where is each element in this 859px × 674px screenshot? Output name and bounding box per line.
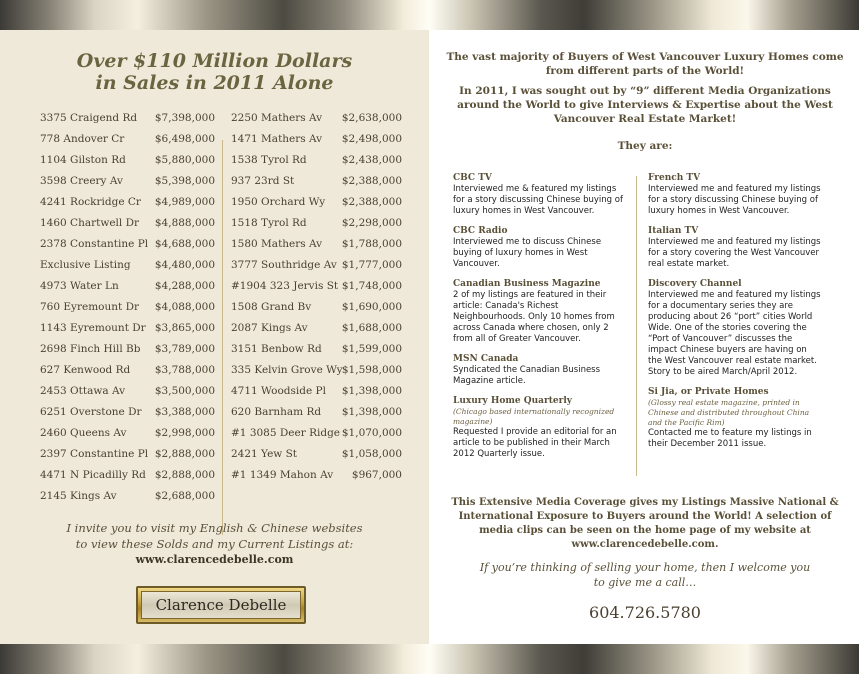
media-entry — [453, 278, 628, 345]
media-entry — [648, 172, 823, 217]
sale-address: 2397 Constantine Pl — [40, 448, 149, 460]
sale-price: $2,888,000 — [154, 448, 215, 460]
sale-price: $2,688,000 — [154, 490, 215, 502]
media-outlet-description: Interviewed me and featured my listings for a story covering the West Vancouver real estate market. — [648, 237, 821, 269]
sale-price: $3,865,000 — [154, 322, 215, 334]
sale-price: $1,058,000 — [341, 448, 402, 460]
sale-address: 760 Eyremount Dr — [40, 301, 140, 313]
media-outlet-description: Interviewed me and featured my listings for a story discussing Chinese buying of luxury homes in West Vancouver. — [648, 184, 821, 216]
sale-row — [40, 255, 215, 276]
sale-price: $4,088,000 — [154, 301, 215, 313]
sale-row — [231, 297, 402, 318]
media-outlet-note: (Glossy real estate magazine, printed in Chinese and distributed throughout China and the Pacific Rim) — [648, 398, 810, 427]
sale-address: 1950 Orchard Wy — [231, 196, 326, 208]
sales-panel — [0, 30, 429, 644]
sale-row — [40, 150, 215, 171]
media-list-column-2 — [648, 172, 823, 458]
sale-price: $4,888,000 — [154, 217, 215, 229]
media-outlet-description: Interviewed me to discuss Chinese buying of luxury homes in West Vancouver. — [453, 237, 602, 269]
sale-price: $2,998,000 — [154, 427, 215, 439]
sale-row — [231, 234, 402, 255]
sale-price: $1,688,000 — [341, 322, 402, 334]
sale-address: 1471 Mathers Av — [231, 133, 323, 145]
sale-price: $4,688,000 — [154, 238, 215, 250]
media-outlet-description: Contacted me to feature my listings in their December 2011 issue. — [648, 428, 812, 449]
media-outlet-note: (Chicago based internationally recognized magazine) — [453, 407, 615, 426]
call-to-action — [445, 560, 845, 590]
media-outlet-name: Canadian Business Magazine — [453, 279, 601, 289]
website-invite — [0, 520, 429, 568]
sale-row — [40, 192, 215, 213]
sale-row — [231, 360, 402, 381]
sale-row — [40, 129, 215, 150]
sale-address: 1518 Tyrol Rd — [231, 217, 307, 229]
media-entry — [648, 225, 823, 270]
media-outlet-description: 2 of my listings are featured in their article: Canada's Richest Neighbourhoods. Only 10 homes from across Canada where chosen, only 2 from all of Greater Vancouver. — [453, 290, 615, 344]
media-outlet-description: Syndicated the Canadian Business Magazine article. — [453, 365, 601, 386]
sale-address: #1 1349 Mahon Av — [231, 469, 334, 481]
sale-price: $1,690,000 — [341, 301, 402, 313]
intro-paragraph-2: In 2011, I was sought out by “9” different Media Organizations around the World to give Interviews & Expertise about the West Vancouver Real Estate Market! — [457, 85, 833, 125]
sale-row — [40, 444, 215, 465]
sale-row — [40, 108, 215, 129]
sale-row — [231, 381, 402, 402]
sale-row — [231, 339, 402, 360]
sale-price: $1,070,000 — [341, 427, 402, 439]
media-entry — [453, 395, 628, 460]
media-entry — [648, 278, 823, 378]
sale-address: 6251 Overstone Dr — [40, 406, 142, 418]
invite-line-2: to view these Solds and my Current Listings at: — [75, 537, 354, 551]
sale-address: 1460 Chartwell Dr — [40, 217, 140, 229]
sale-address: 620 Barnham Rd — [231, 406, 322, 418]
media-intro — [445, 50, 845, 132]
media-outlet-name: Italian TV — [648, 226, 699, 236]
sale-price: $1,788,000 — [341, 238, 402, 250]
sale-address: 627 Kenwood Rd — [40, 364, 131, 376]
sale-address: 2250 Mathers Av — [231, 112, 323, 124]
sale-price: $5,880,000 — [154, 154, 215, 166]
sale-address: 3151 Benbow Rd — [231, 343, 322, 355]
sale-address: 335 Kelvin Grove Wy — [231, 364, 343, 376]
sale-row — [231, 423, 402, 444]
call-line-2: to give me a call… — [593, 576, 697, 589]
call-line-1: If you’re thinking of selling your home, then I welcome you — [479, 561, 811, 574]
sale-price: $2,438,000 — [341, 154, 402, 166]
media-panel — [429, 30, 859, 644]
clarence-debelle-logo — [136, 586, 306, 624]
sale-row — [40, 360, 215, 381]
sale-address: 2421 Yew St — [231, 448, 298, 460]
media-outlet-name: MSN Canada — [453, 354, 519, 364]
sale-price: $7,398,000 — [154, 112, 215, 124]
sale-row — [231, 213, 402, 234]
sale-address: 4471 N Picadilly Rd — [40, 469, 146, 481]
intro-paragraph-1: The vast majority of Buyers of West Vancouver Luxury Homes come from different parts of the World! — [446, 51, 844, 77]
sale-row — [231, 276, 402, 297]
sale-address: #1904 323 Jervis St — [231, 280, 339, 292]
sale-price: $2,388,000 — [341, 175, 402, 187]
sale-address: 3375 Craigend Rd — [40, 112, 138, 124]
phone-number[interactable]: 604.726.5780 — [589, 603, 701, 622]
media-outlet-description: Interviewed me and featured my listings for a documentary series they are producing about 26 “port” cities World Wide. One of the stories covering the “Port of Vancouver” discusses the impact Chinese buyers are having on the West Vancouver real estate market. Story to be aired March/April 2012. — [648, 290, 821, 377]
sale-price: $4,989,000 — [154, 196, 215, 208]
sale-row — [40, 402, 215, 423]
sale-row — [231, 402, 402, 423]
sale-address: 4711 Woodside Pl — [231, 385, 326, 397]
media-outlet-name: French TV — [648, 173, 701, 183]
sale-price: $4,480,000 — [154, 259, 215, 271]
sale-address: 1104 Gilston Rd — [40, 154, 126, 166]
headline-line-2: in Sales in 2011 Alone — [95, 72, 334, 94]
media-outlet-name: CBC TV — [453, 173, 492, 183]
media-list-column-1 — [453, 172, 628, 468]
sale-row — [231, 444, 402, 465]
sale-price: $1,748,000 — [341, 280, 402, 292]
sale-row — [40, 339, 215, 360]
website-link[interactable]: www.clarencedebelle.com — [135, 553, 294, 566]
sale-row — [231, 192, 402, 213]
media-outlet-description: Requested I provide an editorial for an article to be published in their March 2012 Quarterly issue. — [453, 427, 617, 459]
sale-address: 2145 Kings Av — [40, 490, 117, 502]
sale-row — [40, 465, 215, 486]
sale-address: 3777 Southridge Av — [231, 259, 337, 271]
sale-address: 4241 Rockridge Cr — [40, 196, 141, 208]
sale-row — [231, 150, 402, 171]
sales-list-column-2 — [231, 108, 402, 486]
sale-address: 937 23rd St — [231, 175, 295, 187]
sale-price: $3,788,000 — [154, 364, 215, 376]
sale-price: $1,398,000 — [341, 406, 402, 418]
sale-price: $967,000 — [351, 469, 402, 481]
media-column-divider — [636, 176, 637, 476]
sale-row — [231, 255, 402, 276]
headline-line-1: Over $110 Million Dollars — [76, 50, 353, 72]
logo-text: Clarence Debelle — [141, 591, 301, 619]
media-outlet-name: CBC Radio — [453, 226, 508, 236]
sale-price: $1,599,000 — [341, 343, 402, 355]
sales-list-column-1 — [40, 108, 215, 507]
sale-row — [40, 213, 215, 234]
sale-row — [40, 423, 215, 444]
top-gold-band — [0, 0, 859, 30]
sale-address: 4973 Water Ln — [40, 280, 119, 292]
media-outlet-name: Luxury Home Quarterly — [453, 396, 573, 406]
sale-row — [231, 108, 402, 129]
coverage-statement: This Extensive Media Coverage gives my Listings Massive National & International Exposure to Buyers around the World! A selection of media clips can be seen on the home page of my website at www.clarencedebelle.com. — [451, 497, 839, 550]
sale-address: 1580 Mathers Av — [231, 238, 323, 250]
sale-address: 2698 Finch Hill Bb — [40, 343, 141, 355]
sale-address: 2378 Constantine Pl — [40, 238, 149, 250]
sale-address: 1143 Eyremount Dr — [40, 322, 146, 334]
sale-address: 1508 Grand Bv — [231, 301, 312, 313]
sale-price: $2,298,000 — [341, 217, 402, 229]
media-entry — [453, 353, 628, 387]
sale-price: $3,388,000 — [154, 406, 215, 418]
sale-price: $2,638,000 — [341, 112, 402, 124]
sale-address: 778 Andover Cr — [40, 133, 125, 145]
media-entry — [453, 172, 628, 217]
sale-address: 2460 Queens Av — [40, 427, 127, 439]
sale-price: $2,388,000 — [341, 196, 402, 208]
media-outlet-name: Si Jia, or Private Homes — [648, 387, 769, 397]
sale-row — [40, 318, 215, 339]
sale-row — [231, 465, 402, 486]
sales-headline — [0, 50, 429, 94]
they-are-heading: They are: — [617, 140, 673, 152]
sale-address: 2087 Kings Av — [231, 322, 308, 334]
sale-address: 3598 Creery Av — [40, 175, 123, 187]
bottom-gold-band — [0, 644, 859, 674]
sale-price: $1,777,000 — [341, 259, 402, 271]
sale-row — [231, 129, 402, 150]
media-outlet-name: Discovery Channel — [648, 279, 742, 289]
sale-address: Exclusive Listing — [40, 259, 131, 271]
sale-price: $2,888,000 — [154, 469, 215, 481]
sale-price: $5,398,000 — [154, 175, 215, 187]
media-entry — [648, 386, 823, 450]
sale-price: $3,789,000 — [154, 343, 215, 355]
sale-price: $2,498,000 — [341, 133, 402, 145]
sale-address: #1 3085 Deer Ridge — [231, 427, 340, 439]
sale-row — [40, 234, 215, 255]
sale-price: $1,398,000 — [341, 385, 402, 397]
sale-row — [40, 297, 215, 318]
sale-row — [40, 486, 215, 507]
sale-price: $3,500,000 — [154, 385, 215, 397]
sale-row — [40, 171, 215, 192]
sales-column-divider — [222, 140, 223, 535]
invite-line-1: I invite you to visit my English & Chinese websites — [66, 521, 363, 535]
media-entry — [453, 225, 628, 270]
sale-price: $6,498,000 — [154, 133, 215, 145]
sale-row — [40, 276, 215, 297]
media-outlet-description: Interviewed me & featured my listings for a story discussing Chinese buying of luxury homes in West Vancouver. — [453, 184, 623, 216]
sale-row — [231, 171, 402, 192]
sale-price: $4,288,000 — [154, 280, 215, 292]
sale-row — [40, 381, 215, 402]
sale-address: 2453 Ottawa Av — [40, 385, 126, 397]
sale-address: 1538 Tyrol Rd — [231, 154, 307, 166]
sale-row — [231, 318, 402, 339]
sale-price: $1,598,000 — [341, 364, 402, 376]
